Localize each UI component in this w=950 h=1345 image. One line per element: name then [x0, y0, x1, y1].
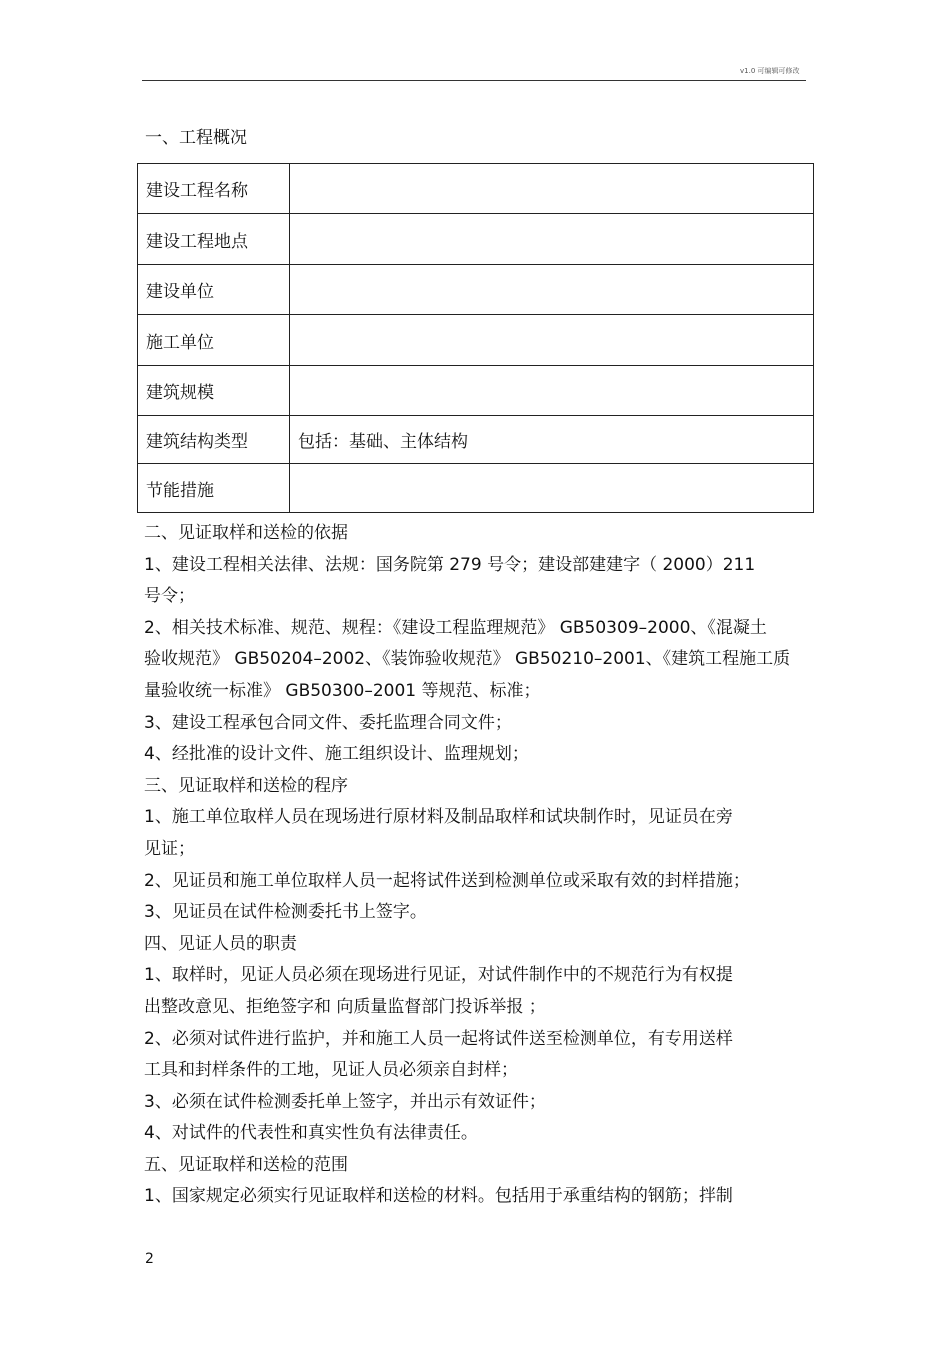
document-body: [144, 518, 812, 1213]
text-line: 4、对试件的代表性和真实性负有法律责任。: [144, 1123, 478, 1144]
row-value: [290, 464, 814, 513]
row-label: 建筑结构类型: [138, 416, 290, 464]
row-value: [290, 315, 814, 366]
table-row: [138, 214, 814, 265]
text-line: 2、必须对试件进行监护，并和施工人员一起将试件送至检测单位，有专用送样: [144, 1028, 733, 1049]
row-label: 建设工程地点: [138, 214, 290, 265]
table-row: [138, 366, 814, 416]
table-row: [138, 464, 814, 513]
table-row: [138, 164, 814, 214]
text-line: 验收规范》 GB50204–2002、《装饰验收规范》 GB50210–2001、《建筑工程施工质: [144, 649, 791, 670]
row-label: 建筑规模: [138, 366, 290, 416]
text-line: 2、相关技术标准、规范、规程：《建设工程监理规范》 GB50309–2000、《混凝土: [144, 617, 767, 638]
text-line: 出整改意见、拒绝签字和 向质量监督部门投诉举报 ；: [144, 996, 546, 1017]
section-title-scope: 五、见证取样和送检的范围: [144, 1154, 348, 1175]
row-value: [290, 366, 814, 416]
text-line: 1、取样时，见证人员必须在现场进行见证，对试件制作中的不规范行为有权提: [144, 965, 733, 986]
row-value: [290, 214, 814, 265]
section-title-procedure: 三、见证取样和送检的程序: [144, 775, 348, 796]
row-label: 建设工程名称: [138, 164, 290, 214]
text-line: 4、经批准的设计文件、施工组织设计、监理规划；: [144, 744, 529, 765]
text-line: 量验收统一标准》 GB50300–2001 等规范、标准；: [144, 680, 541, 701]
row-label: 施工单位: [138, 315, 290, 366]
header-divider: [142, 80, 806, 81]
text-line: 工具和封样条件的工地，见证人员必须亲自封样；: [144, 1060, 518, 1081]
text-line: 1、国家规定必须实行见证取样和送检的材料。包括用于承重结构的钢筋；拌制: [144, 1186, 733, 1207]
text-line: 3、必须在试件检测委托单上签字，并出示有效证件；: [144, 1091, 546, 1112]
table-row: [138, 315, 814, 366]
text-line: 号令；: [144, 586, 195, 607]
row-label: 建设单位: [138, 265, 290, 315]
row-value: [290, 265, 814, 315]
row-value: 包括：基础、主体结构: [290, 416, 814, 464]
page-number: 2: [145, 1251, 154, 1267]
row-value: [290, 164, 814, 214]
table-row: [138, 265, 814, 315]
table-row: [138, 416, 814, 464]
text-line: 1、建设工程相关法律、法规：国务院第 279 号令；建设部建建字（ 2000）211: [144, 554, 756, 575]
section-title-overview: 一、工程概况: [145, 128, 247, 148]
row-label: 节能措施: [138, 464, 290, 513]
text-line: 2、见证员和施工单位取样人员一起将试件送到检测单位或采取有效的封样措施；: [144, 870, 750, 891]
text-line: 见证；: [144, 838, 195, 859]
text-line: 3、见证员在试件检测委托书上签字。: [144, 902, 427, 923]
project-overview-table: [137, 163, 814, 513]
header-version-text: v1.0 可编辑可修改: [740, 67, 800, 75]
section-title-basis: 二、见证取样和送检的依据: [144, 523, 348, 543]
text-line: 3、建设工程承包合同文件、委托监理合同文件；: [144, 712, 512, 733]
text-line: 1、施工单位取样人员在现场进行原材料及制品取样和试块制作时，见证员在旁: [144, 807, 733, 828]
section-title-duties: 四、见证人员的职责: [144, 933, 297, 954]
